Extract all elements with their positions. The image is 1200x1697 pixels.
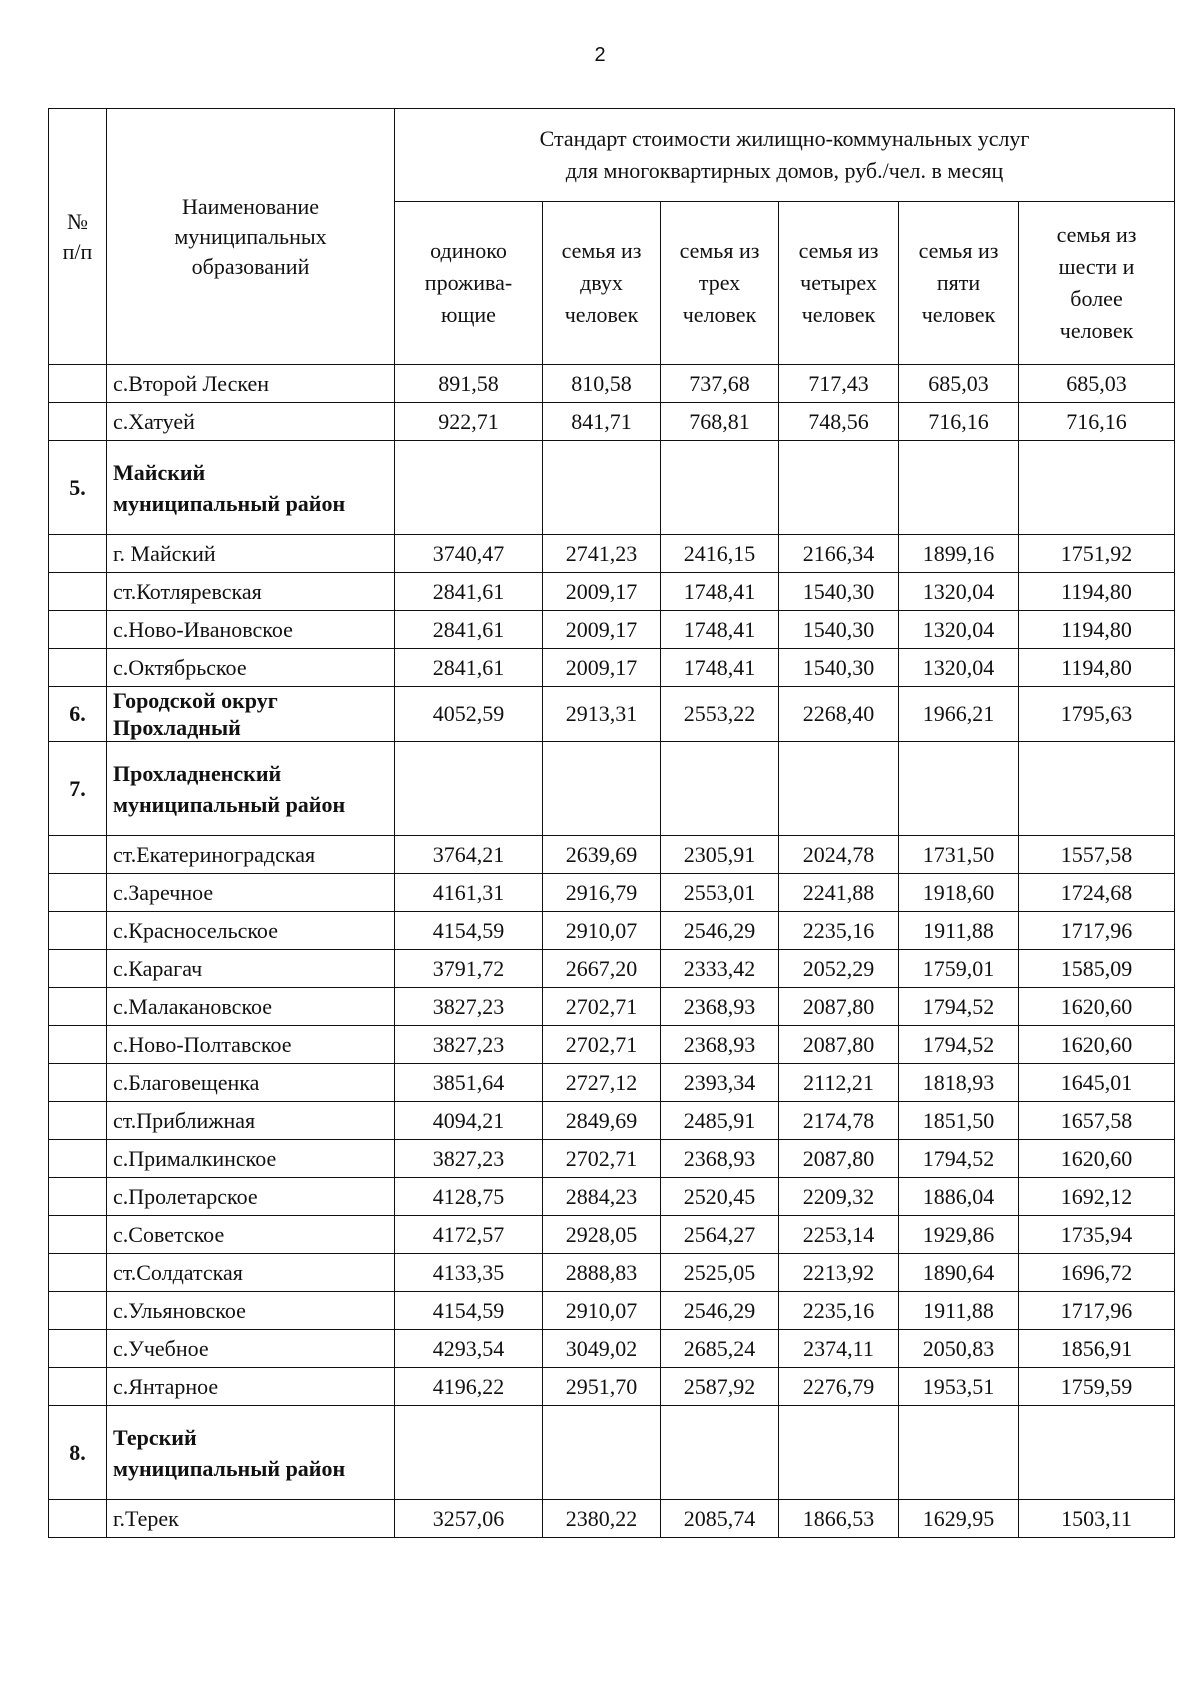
cost-value: 685,03 xyxy=(1019,365,1175,403)
cost-value: 2741,23 xyxy=(543,535,661,573)
cost-value: 2564,27 xyxy=(661,1216,779,1254)
row-number xyxy=(49,1178,107,1216)
table-row xyxy=(49,611,1175,649)
row-number xyxy=(49,1330,107,1368)
row-number xyxy=(49,535,107,573)
municipality-name: с.Карагач xyxy=(107,950,395,988)
cost-value: 1748,41 xyxy=(661,649,779,687)
municipality-name: с.Ново-Полтавское xyxy=(107,1026,395,1064)
cost-value: 2928,05 xyxy=(543,1216,661,1254)
table-row xyxy=(49,403,1175,441)
cost-value: 2888,83 xyxy=(543,1254,661,1292)
cost-value: 4052,59 xyxy=(395,687,543,742)
cost-value: 4161,31 xyxy=(395,874,543,912)
cost-value: 2368,93 xyxy=(661,1140,779,1178)
cost-value: 922,71 xyxy=(395,403,543,441)
cost-value xyxy=(1019,441,1175,535)
cost-value: 2841,61 xyxy=(395,573,543,611)
cost-value: 1320,04 xyxy=(899,611,1019,649)
cost-value: 1899,16 xyxy=(899,535,1019,573)
cost-value: 1696,72 xyxy=(1019,1254,1175,1292)
municipality-name: ст.Приближная xyxy=(107,1102,395,1140)
cost-value: 1866,53 xyxy=(779,1500,899,1538)
cost-value: 2087,80 xyxy=(779,988,899,1026)
cost-value: 1620,60 xyxy=(1019,988,1175,1026)
cost-value xyxy=(1019,1406,1175,1500)
row-number: 7. xyxy=(49,742,107,836)
cost-value: 4133,35 xyxy=(395,1254,543,1292)
table-row xyxy=(49,1368,1175,1406)
cost-value: 1918,60 xyxy=(899,874,1019,912)
cost-value: 716,16 xyxy=(899,403,1019,441)
cost-value: 1503,11 xyxy=(1019,1500,1175,1538)
municipality-name: ст.Солдатская xyxy=(107,1254,395,1292)
cost-value: 1856,91 xyxy=(1019,1330,1175,1368)
municipality-name: Прохладненский муниципальный район xyxy=(107,742,395,836)
municipality-name: с.Октябрьское xyxy=(107,649,395,687)
cost-value xyxy=(779,1406,899,1500)
cost-value xyxy=(899,1406,1019,1500)
cost-value: 768,81 xyxy=(661,403,779,441)
cost-value: 2368,93 xyxy=(661,1026,779,1064)
table-header xyxy=(49,109,1175,365)
cost-value: 2374,11 xyxy=(779,1330,899,1368)
cost-value: 1911,88 xyxy=(899,1292,1019,1330)
row-number xyxy=(49,912,107,950)
table-row xyxy=(49,1330,1175,1368)
cost-value: 2849,69 xyxy=(543,1102,661,1140)
cost-value: 1890,64 xyxy=(899,1254,1019,1292)
cost-value: 3764,21 xyxy=(395,836,543,874)
row-number xyxy=(49,573,107,611)
cost-value: 1717,96 xyxy=(1019,912,1175,950)
cost-value: 2667,20 xyxy=(543,950,661,988)
row-number xyxy=(49,1064,107,1102)
cost-value: 1886,04 xyxy=(899,1178,1019,1216)
cost-value: 1724,68 xyxy=(1019,874,1175,912)
table-body xyxy=(49,365,1175,1538)
table-row xyxy=(49,1178,1175,1216)
cost-value: 3257,06 xyxy=(395,1500,543,1538)
cost-value: 1794,52 xyxy=(899,1026,1019,1064)
cost-value: 2727,12 xyxy=(543,1064,661,1102)
cost-value: 2112,21 xyxy=(779,1064,899,1102)
district-row xyxy=(49,687,1175,742)
row-number xyxy=(49,988,107,1026)
cost-value: 2553,22 xyxy=(661,687,779,742)
municipality-name: с.Учебное xyxy=(107,1330,395,1368)
cost-value: 1540,30 xyxy=(779,649,899,687)
cost-value: 1194,80 xyxy=(1019,573,1175,611)
cost-value: 1540,30 xyxy=(779,573,899,611)
cost-value: 1620,60 xyxy=(1019,1026,1175,1064)
cost-value: 4094,21 xyxy=(395,1102,543,1140)
cost-value: 2276,79 xyxy=(779,1368,899,1406)
housing-cost-table xyxy=(48,108,1175,1538)
municipality-name: с.Ново-Ивановское xyxy=(107,611,395,649)
row-number xyxy=(49,1140,107,1178)
cost-value: 2235,16 xyxy=(779,912,899,950)
group-row xyxy=(49,742,1175,836)
cost-value: 1759,01 xyxy=(899,950,1019,988)
table-row xyxy=(49,1140,1175,1178)
cost-value: 1629,95 xyxy=(899,1500,1019,1538)
cost-value: 2333,42 xyxy=(661,950,779,988)
cost-value: 1929,86 xyxy=(899,1216,1019,1254)
row-number xyxy=(49,365,107,403)
municipality-name: с.Ульяновское xyxy=(107,1292,395,1330)
cost-value: 1194,80 xyxy=(1019,649,1175,687)
cost-value xyxy=(779,441,899,535)
header-col-single: одиноко прожива- ющие xyxy=(395,202,543,365)
row-number xyxy=(49,1254,107,1292)
header-name: Наименование муниципальных образований xyxy=(107,109,395,365)
cost-value: 1657,58 xyxy=(1019,1102,1175,1140)
row-number xyxy=(49,1292,107,1330)
cost-value: 1794,52 xyxy=(899,988,1019,1026)
row-number xyxy=(49,403,107,441)
header-col-five: семья из пяти человек xyxy=(899,202,1019,365)
cost-value: 1795,63 xyxy=(1019,687,1175,742)
cost-value: 2305,91 xyxy=(661,836,779,874)
cost-value: 1735,94 xyxy=(1019,1216,1175,1254)
cost-value: 2702,71 xyxy=(543,1140,661,1178)
table-row xyxy=(49,1254,1175,1292)
table-row xyxy=(49,988,1175,1026)
cost-value: 2241,88 xyxy=(779,874,899,912)
table-row xyxy=(49,1064,1175,1102)
cost-value xyxy=(661,742,779,836)
cost-value: 4154,59 xyxy=(395,1292,543,1330)
cost-value: 3851,64 xyxy=(395,1064,543,1102)
cost-value: 2235,16 xyxy=(779,1292,899,1330)
cost-value: 2009,17 xyxy=(543,649,661,687)
table-row xyxy=(49,836,1175,874)
cost-value: 1851,50 xyxy=(899,1102,1019,1140)
cost-value: 2268,40 xyxy=(779,687,899,742)
row-number xyxy=(49,611,107,649)
cost-value: 2087,80 xyxy=(779,1140,899,1178)
cost-value: 1194,80 xyxy=(1019,611,1175,649)
cost-value: 2166,34 xyxy=(779,535,899,573)
cost-value: 2884,23 xyxy=(543,1178,661,1216)
group-row xyxy=(49,1406,1175,1500)
row-number xyxy=(49,1026,107,1064)
cost-value xyxy=(395,742,543,836)
cost-value: 2553,01 xyxy=(661,874,779,912)
row-number xyxy=(49,1368,107,1406)
municipality-name: ст.Екатериноградская xyxy=(107,836,395,874)
cost-value xyxy=(899,441,1019,535)
cost-value: 4293,54 xyxy=(395,1330,543,1368)
row-number xyxy=(49,1500,107,1538)
row-number xyxy=(49,950,107,988)
row-number xyxy=(49,836,107,874)
municipality-name: ст.Котляревская xyxy=(107,573,395,611)
municipality-name: Городской округ Прохладный xyxy=(107,687,395,742)
cost-value xyxy=(543,1406,661,1500)
municipality-name: г. Майский xyxy=(107,535,395,573)
cost-value: 2209,32 xyxy=(779,1178,899,1216)
cost-value: 2910,07 xyxy=(543,1292,661,1330)
cost-value: 1751,92 xyxy=(1019,535,1175,573)
cost-value: 2525,05 xyxy=(661,1254,779,1292)
cost-value: 810,58 xyxy=(543,365,661,403)
header-number: № п/п xyxy=(49,109,107,365)
cost-value: 1320,04 xyxy=(899,649,1019,687)
table-row xyxy=(49,874,1175,912)
cost-value: 2213,92 xyxy=(779,1254,899,1292)
cost-value: 2910,07 xyxy=(543,912,661,950)
municipality-name: г.Терек xyxy=(107,1500,395,1538)
table-row xyxy=(49,573,1175,611)
municipality-name: с.Хатуей xyxy=(107,403,395,441)
municipality-name: с.Второй Лескен xyxy=(107,365,395,403)
row-number xyxy=(49,874,107,912)
municipality-name: с.Заречное xyxy=(107,874,395,912)
cost-value: 2546,29 xyxy=(661,912,779,950)
table-row xyxy=(49,1026,1175,1064)
cost-value: 3740,47 xyxy=(395,535,543,573)
municipality-name: Майский муниципальный район xyxy=(107,441,395,535)
cost-value: 2485,91 xyxy=(661,1102,779,1140)
page-number: 2 xyxy=(594,44,606,66)
table-row xyxy=(49,950,1175,988)
header-col-three: семья из трех человек xyxy=(661,202,779,365)
cost-value: 1731,50 xyxy=(899,836,1019,874)
cost-value: 2253,14 xyxy=(779,1216,899,1254)
municipality-name: с.Советское xyxy=(107,1216,395,1254)
cost-value: 1953,51 xyxy=(899,1368,1019,1406)
cost-value: 2009,17 xyxy=(543,611,661,649)
table-row xyxy=(49,1216,1175,1254)
cost-value: 2380,22 xyxy=(543,1500,661,1538)
cost-value xyxy=(779,742,899,836)
cost-value: 4196,22 xyxy=(395,1368,543,1406)
cost-value xyxy=(899,742,1019,836)
cost-value: 1557,58 xyxy=(1019,836,1175,874)
cost-value: 2052,29 xyxy=(779,950,899,988)
cost-value: 717,43 xyxy=(779,365,899,403)
cost-value: 3791,72 xyxy=(395,950,543,988)
municipality-name: с.Благовещенка xyxy=(107,1064,395,1102)
cost-value xyxy=(661,1406,779,1500)
cost-value: 2841,61 xyxy=(395,611,543,649)
cost-value: 1748,41 xyxy=(661,611,779,649)
header-col-two: семья из двух человек xyxy=(543,202,661,365)
cost-value: 4154,59 xyxy=(395,912,543,950)
header-col-four: семья из четырех человек xyxy=(779,202,899,365)
cost-value: 2587,92 xyxy=(661,1368,779,1406)
cost-value: 1692,12 xyxy=(1019,1178,1175,1216)
municipality-name: Терский муниципальный район xyxy=(107,1406,395,1500)
cost-value: 1620,60 xyxy=(1019,1140,1175,1178)
cost-value: 2024,78 xyxy=(779,836,899,874)
cost-value: 2174,78 xyxy=(779,1102,899,1140)
cost-value: 2546,29 xyxy=(661,1292,779,1330)
cost-value: 685,03 xyxy=(899,365,1019,403)
cost-value: 4128,75 xyxy=(395,1178,543,1216)
cost-value: 3827,23 xyxy=(395,1026,543,1064)
cost-value: 2702,71 xyxy=(543,1026,661,1064)
municipality-name: с.Красносельское xyxy=(107,912,395,950)
municipality-name: с.Пролетарское xyxy=(107,1178,395,1216)
cost-value: 1748,41 xyxy=(661,573,779,611)
header-cost-standard: Стандарт стоимости жилищно-коммунальных услуг для многоквартирных домов, руб./чел. в месяц xyxy=(395,109,1175,202)
cost-value: 2368,93 xyxy=(661,988,779,1026)
cost-value: 3049,02 xyxy=(543,1330,661,1368)
cost-value: 2520,45 xyxy=(661,1178,779,1216)
table-row xyxy=(49,649,1175,687)
cost-value: 1717,96 xyxy=(1019,1292,1175,1330)
cost-value: 1759,59 xyxy=(1019,1368,1175,1406)
row-number: 5. xyxy=(49,441,107,535)
cost-value: 2087,80 xyxy=(779,1026,899,1064)
cost-value: 3827,23 xyxy=(395,1140,543,1178)
cost-value: 891,58 xyxy=(395,365,543,403)
cost-value xyxy=(1019,742,1175,836)
cost-value: 2702,71 xyxy=(543,988,661,1026)
table-row xyxy=(49,912,1175,950)
cost-value: 1966,21 xyxy=(899,687,1019,742)
municipality-name: с.Янтарное xyxy=(107,1368,395,1406)
cost-value xyxy=(543,742,661,836)
municipality-name: с.Малакановское xyxy=(107,988,395,1026)
table-row xyxy=(49,535,1175,573)
cost-value: 716,16 xyxy=(1019,403,1175,441)
cost-value: 2841,61 xyxy=(395,649,543,687)
cost-value: 2009,17 xyxy=(543,573,661,611)
cost-value: 2685,24 xyxy=(661,1330,779,1368)
row-number: 8. xyxy=(49,1406,107,1500)
header-col-six-plus: семья из шести и более человек xyxy=(1019,202,1175,365)
municipality-name: с.Прималкинское xyxy=(107,1140,395,1178)
cost-value: 4172,57 xyxy=(395,1216,543,1254)
cost-value: 2416,15 xyxy=(661,535,779,573)
table-row xyxy=(49,1292,1175,1330)
cost-value: 1645,01 xyxy=(1019,1064,1175,1102)
row-number: 6. xyxy=(49,687,107,742)
cost-value: 1320,04 xyxy=(899,573,1019,611)
cost-value: 2639,69 xyxy=(543,836,661,874)
table-row xyxy=(49,365,1175,403)
cost-value: 2951,70 xyxy=(543,1368,661,1406)
cost-value: 2913,31 xyxy=(543,687,661,742)
row-number xyxy=(49,1216,107,1254)
cost-value: 1794,52 xyxy=(899,1140,1019,1178)
table-row xyxy=(49,1500,1175,1538)
cost-value: 3827,23 xyxy=(395,988,543,1026)
cost-value: 1585,09 xyxy=(1019,950,1175,988)
cost-value: 2050,83 xyxy=(899,1330,1019,1368)
cost-value: 2393,34 xyxy=(661,1064,779,1102)
cost-value xyxy=(395,441,543,535)
table-row xyxy=(49,1102,1175,1140)
cost-value: 737,68 xyxy=(661,365,779,403)
cost-value xyxy=(395,1406,543,1500)
cost-value: 748,56 xyxy=(779,403,899,441)
cost-value: 2916,79 xyxy=(543,874,661,912)
cost-value xyxy=(543,441,661,535)
row-number xyxy=(49,649,107,687)
cost-value: 1540,30 xyxy=(779,611,899,649)
cost-value: 1911,88 xyxy=(899,912,1019,950)
cost-value: 1818,93 xyxy=(899,1064,1019,1102)
row-number xyxy=(49,1102,107,1140)
cost-value: 841,71 xyxy=(543,403,661,441)
cost-value: 2085,74 xyxy=(661,1500,779,1538)
group-row xyxy=(49,441,1175,535)
cost-value xyxy=(661,441,779,535)
